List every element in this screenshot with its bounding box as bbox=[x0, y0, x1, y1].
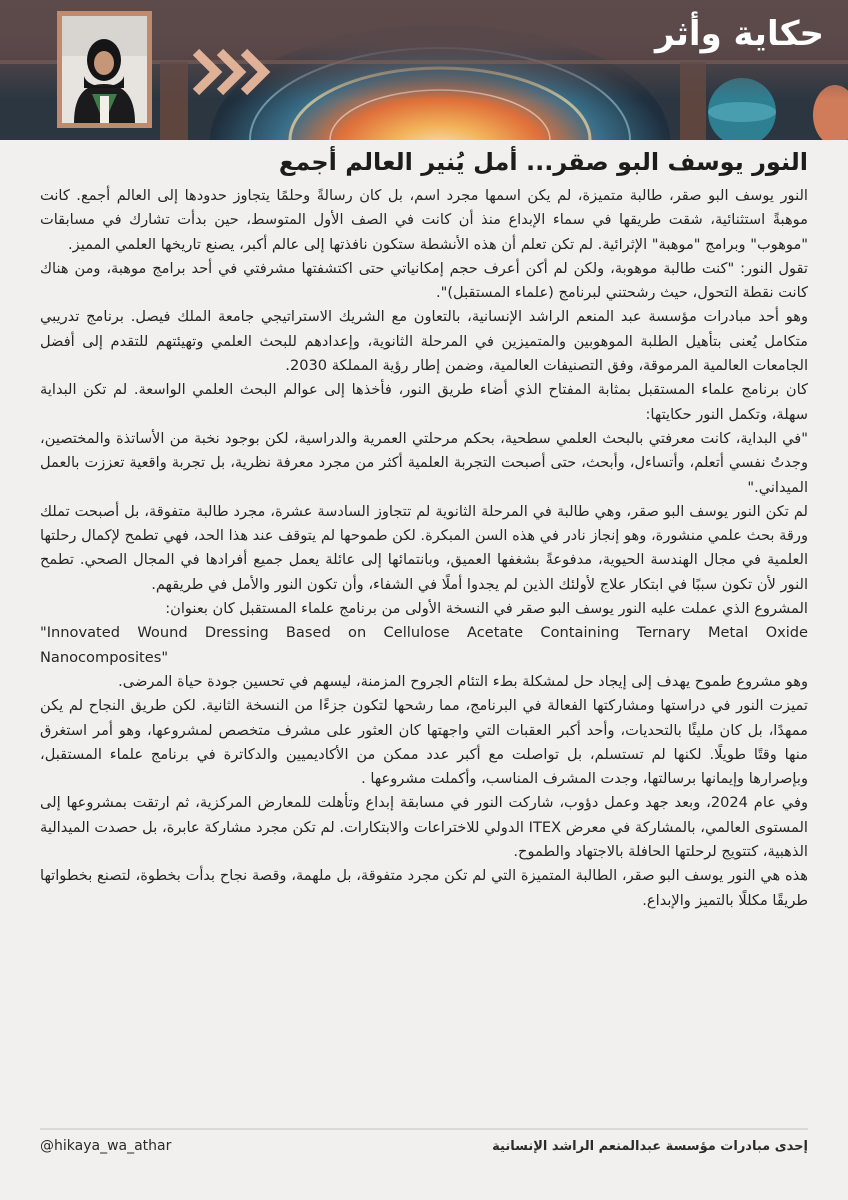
header-banner bbox=[0, 0, 848, 140]
paragraph-key: كان برنامج علماء المستقبل بمثابة المفتاح الذي أضاء طريق النور، فأخذها إلى عوالم البحث العلمي الواسعة. لم تكن البداية سهلة، وتكمل النور حكايتها: bbox=[40, 381, 808, 423]
paragraph-challenges: تميزت النور في دراستها ومشاركتها الفعالة في البرنامج، مما رشحها لتكون جزءًا من النسخة الثانية. لكن طريق النجاح لم يكن ممهدًا، بل كان مليئًا بالتحديات، وأحد أكبر العقبات التي واجهتها كان العثور على مشرف متخصص لمشروعها، وهو أمر استغرق منها وقتًا طويلًا. لكنها لم تستسلم، بل تواصلت مع أكبر عدد ممكن من الأكاديميين والدكاترة في برنامج علماء المستقبل، وبإصرارها وإيمانها برسالتها، وجدت المشرف المناسب، وأكملت مشروعها . bbox=[40, 697, 808, 788]
paragraph-award: وفي عام 2024، وبعد جهد وعمل دؤوب، شاركت النور في مسابقة إبداع وتأهلت للمعارض المركزية، ثم ارتقت بمشروعها إلى المستوى العالمي، بالمشاركة في معرض ITEX الدولي للاختراعات والابتكارات. لم تكن مجرد مشاركة عابرة، بل حصدت الميدالية الذهبية، كتتويج لرحلتها الحافلة بالاجتهاد والطموح. bbox=[40, 794, 808, 861]
paragraph-quote-research: "في البداية، كانت معرفتي بالبحث العلمي سطحية، بحكم مرحلتي العمرية والدراسية، لكن بوجود نخبة من الأساتذة والمختصين، وجدتُ نفسي أتعلم، وأتساءل، وأبحث، حتى أصبحت التجربة العلمية أكثر من مجرد معرفة نظرية، بل تجربة واقعية تعززت بالعمل الميداني." bbox=[40, 429, 808, 496]
paragraph-program: وهو أحد مبادرات مؤسسة عبد المنعم الراشد الإنسانية، بالتعاون مع الشريك الاستراتيجي جامعة الملك فيصل. برنامج تدريبي متكامل يُعنى بتأهيل الطلبة الموهوبين والمتميزين في المرحلة الثانوية، وإعدادهم للبحث العلمي وتهيئتهم للتقدم إلى أفضل الجامعات العالمية المرموقة، وفق التصنيفات العالمية، وضمن إطار رؤية المملكة 2030. bbox=[40, 308, 808, 375]
paragraph-project-intro: المشروع الذي عملت عليه النور يوسف البو صقر في النسخة الأولى من برنامج علماء المستقبل كان بعنوان: bbox=[165, 600, 808, 618]
article-title: النور يوسف البو صقر... أمل يُنير العالم أجمع bbox=[278, 148, 808, 176]
paragraph-intro: النور يوسف البو صقر، طالبة متميزة، لم يكن اسمها مجرد اسم، بل كان رسالةً وحلمًا يتجاوز حدودها إلى العالم أجمع. كانت موهبةً استثنائية، شقت طريقها في سماء الإبداع منذ أن كانت في الصف الأول المتوسط، حين بدأت تشارك في مسابقات "موهوب" وبرامج "موهبة" الإثرائية. لم تكن تعلم أن هذه الأنشطة ستكون نافذتها إلى عالم أكبر، يصنع تاريخها العلمي المميز. bbox=[40, 187, 808, 253]
footer bbox=[40, 1138, 808, 1164]
paragraph-conclusion: هذه هي النور يوسف البو صقر، الطالبة المتميزة التي لم تكن مجرد متفوقة، بل ملهمة، وقصة نجاح بدأت بخطوة، لتصنع بخطواتها طريقًا مكللًا بالتميز والإبداع. bbox=[40, 867, 808, 909]
profile-photo-frame bbox=[57, 11, 152, 128]
footer-divider bbox=[40, 1128, 808, 1130]
profile-photo bbox=[62, 16, 147, 123]
paragraph-ambition: لم تكن النور يوسف البو صقر، وهي طالبة في المرحلة الثانوية لم تتجاوز السادسة عشرة، مجرد طالبة متفوقة، بل أصبحت تملك ورقة بحث علمي منشورة، وهو إنجاز نادر في هذه السن المبكرة. لكن طموحها لم يتوقف عند هذا الحد، فهي تطمح لإكمال رحلتها العلمية في مجال الهندسة الحيوية، مدفوعةً بشغفها العميق، وبانتمائها إلى عائلة يعمل جميع أفرادها في المجال الصحي. تطمح النور لأن تكون سببًا في ابتكار علاج لأولئك الذين لم يجدوا أملًا في الشفاء، وأن تكون النور والأمل في طريقهم. bbox=[40, 502, 808, 593]
paragraph-quote: تقول النور: "كنت طالبة موهوبة، ولكن لم أكن أعرف حجم إمكانياتي حتى اكتشفتها مشرفتي في أحد برامج موهبة، ومن هناك كانت نقطة التحول، حيث رشحتني لبرنامج (علماء المستقبل)". bbox=[40, 259, 808, 302]
article bbox=[40, 146, 808, 913]
article-body bbox=[40, 184, 808, 913]
paragraph-project-goal: وهو مشروع طموح يهدف إلى إيجاد حل لمشكلة بطء التئام الجروح المزمنة، ليسهم في تحسين جودة حياة المرضى. bbox=[118, 672, 808, 690]
social-handle[interactable]: @hikaya_wa_athar bbox=[40, 1138, 172, 1154]
project-title: "Innovated Wound Dressing Based on Cellulose Acetate Containing Ternary Metal Oxide Nanocomposites" bbox=[40, 624, 808, 666]
initiative-credit: إحدى مبادرات مؤسسة عبدالمنعم الراشد الإنسانية bbox=[492, 1139, 808, 1154]
series-title: حكاية وأثر bbox=[655, 14, 824, 54]
